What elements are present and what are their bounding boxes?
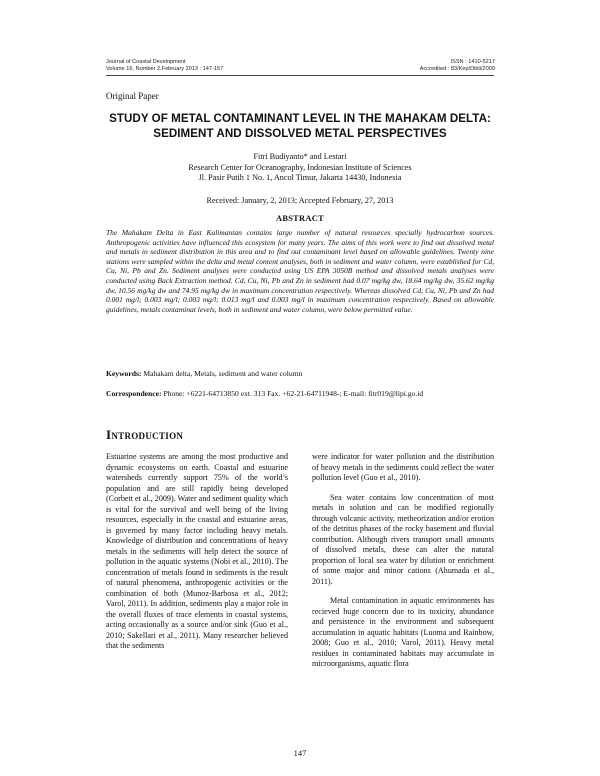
journal-accreditation: Accredited : 83/Kep/Dikti/2009: [419, 66, 495, 72]
journal-issn: ISSN : 1410-5217: [450, 59, 495, 65]
intro-paragraph-1: Estuarine systems are among the most productive and dynamic ecosystems on earth. Coastal and estuarine watersheds currently support 75% of the world’s population and are still rapidly being developed (Corbett et al., 2009). Water and sediment quality which is vital for the survival and well being of the living resources, especially in the coastal and estuarine areas, is governed by many factor including heavy metals. Knowledge of distribution and concentrations of heavy metals in the sediments will help detect the source of pollution in the aquatic systems (Nobi et al., 2010). The concentration of metals found in sediments is the result of natural phenomena, anthropogenic activities or the combination of both (Munoz-Barbosa et al., 2012; Varol, 2011). In addition, sediments play a major role in the overall fluxes of trace elements in coastal systems, acting occasionally as a source and/or sink (Guo et al., 2010; Sakellari et al., 2011). Many researcher believed that the sediments: [106, 452, 288, 650]
journal-name: Journal of Coastal Development: [106, 59, 186, 65]
right-column: [312, 452, 494, 670]
correspondence-line: [106, 389, 494, 398]
received-dates: Received: January, 2, 2013; Accepted February, 27, 2013: [206, 196, 394, 205]
keywords-label: Keywords:: [106, 369, 142, 378]
author-names: Fitri Budiyanto* and Lestari: [253, 152, 347, 161]
paper-type-label: Original Paper: [106, 91, 159, 101]
header-divider: [106, 75, 494, 76]
left-column: [106, 452, 288, 652]
keywords-text: Mahakam delta, Metals, sediment and water column: [141, 369, 303, 378]
author-block: [106, 152, 494, 184]
correspondence-text: Phone: +6221-64713850 ext. 313 Fax. +62-21-64711948-; E-mail: fitr019@lipi.go.id: [161, 389, 424, 398]
abstract-text: The Mahakam Delta in East Kalimantan contains large number of natural resources specially hydrocarbon sources. Anthropogenic activities have influenced this ecosystem for many years. The aims of this work were to find out dissolved metal and metals in sediment distribution in this area and to find out contaminant level based on allowable guidelines. Twenty nine stations were sampled within the delta and metal content analyses, both in sediment and water column, were established for Cd, Cu, Ni, Pb and Zn. Sediment analyses were conducted using US EPA 3050B method and dissolved metals analyses were conducted using Back Extraction method. Cd, Cu, Ni, Pb and Zn in sediment had 0.07 mg/kg dw, 18.64 mg/kg dw, 35.62 mg/kg dw, 10.56 mg/kg dw and 74.95 mg/kg dw in maximum concentration respectively. Whereas dissolved Cd, Cu, Ni, Pb and Zn had 0.001 mg/l; 0.003 mg/l; 0.003 mg/l; 0.013 mg/l and 0.003 mg/l in maximum concentration respectively. Based on allowable guidelines, metals contaminat levels, both in sediment and water column, were below permitted value.: [106, 228, 494, 314]
paper-title: STUDY OF METAL CONTAMINANT LEVEL IN THE MAHAKAM DELTA: SEDIMENT AND DISSOLVED METAL PERSPECTIVES: [109, 112, 491, 140]
intro-paragraph-3: Metal contamination in aquatic environments has recieved huge concern due to its toxicity, abundance and persistence in the environment and subsequent accumulation in aquatic habitats (Luoma and Rainbow, 2008; Guo et al., 2010; Varol, 2011). Heavy metal residues in contaminated habitats may accumulate in microorganisms, aquatic flora: [312, 596, 494, 668]
abstract-heading: ABSTRACT: [275, 214, 324, 223]
page-number: 147: [293, 748, 307, 758]
affiliation-line-1: Research Center for Oceanography, Indonesian Institute of Sciences: [188, 162, 412, 172]
keywords-line: [106, 369, 494, 378]
correspondence-label: Correspondence:: [106, 389, 162, 398]
journal-volume: Volume 16, Number 2,February 2013 : 147-157: [106, 66, 224, 72]
intro-paragraph-2: Sea water contains low concentration of most metals in solution and can be modified regionally through volcanic activity, metheorization and/or erotion of the detritus phases of the rocky basement and fluvial contribution. Although rivers transport small amounts of dissolved metals, these can alter the natural proportion of local sea water by dilution or enrichment of some major and minor cations (Ahumada et al., 2011).: [312, 492, 494, 586]
affiliation-line-2: Jl. Pasir Putih 1 No. 1, Ancol Timur, Jakarta 14430, Indonesia: [198, 173, 402, 182]
journal-header-right: [420, 59, 495, 73]
intro-paragraph-continued: were indicator for water pollution and the distribution of heavy metals in the sediments could reflect the water pollution level (Guo et al., 2010).: [312, 452, 494, 482]
journal-header-left: [106, 59, 223, 73]
introduction-heading: Introduction: [106, 427, 184, 442]
